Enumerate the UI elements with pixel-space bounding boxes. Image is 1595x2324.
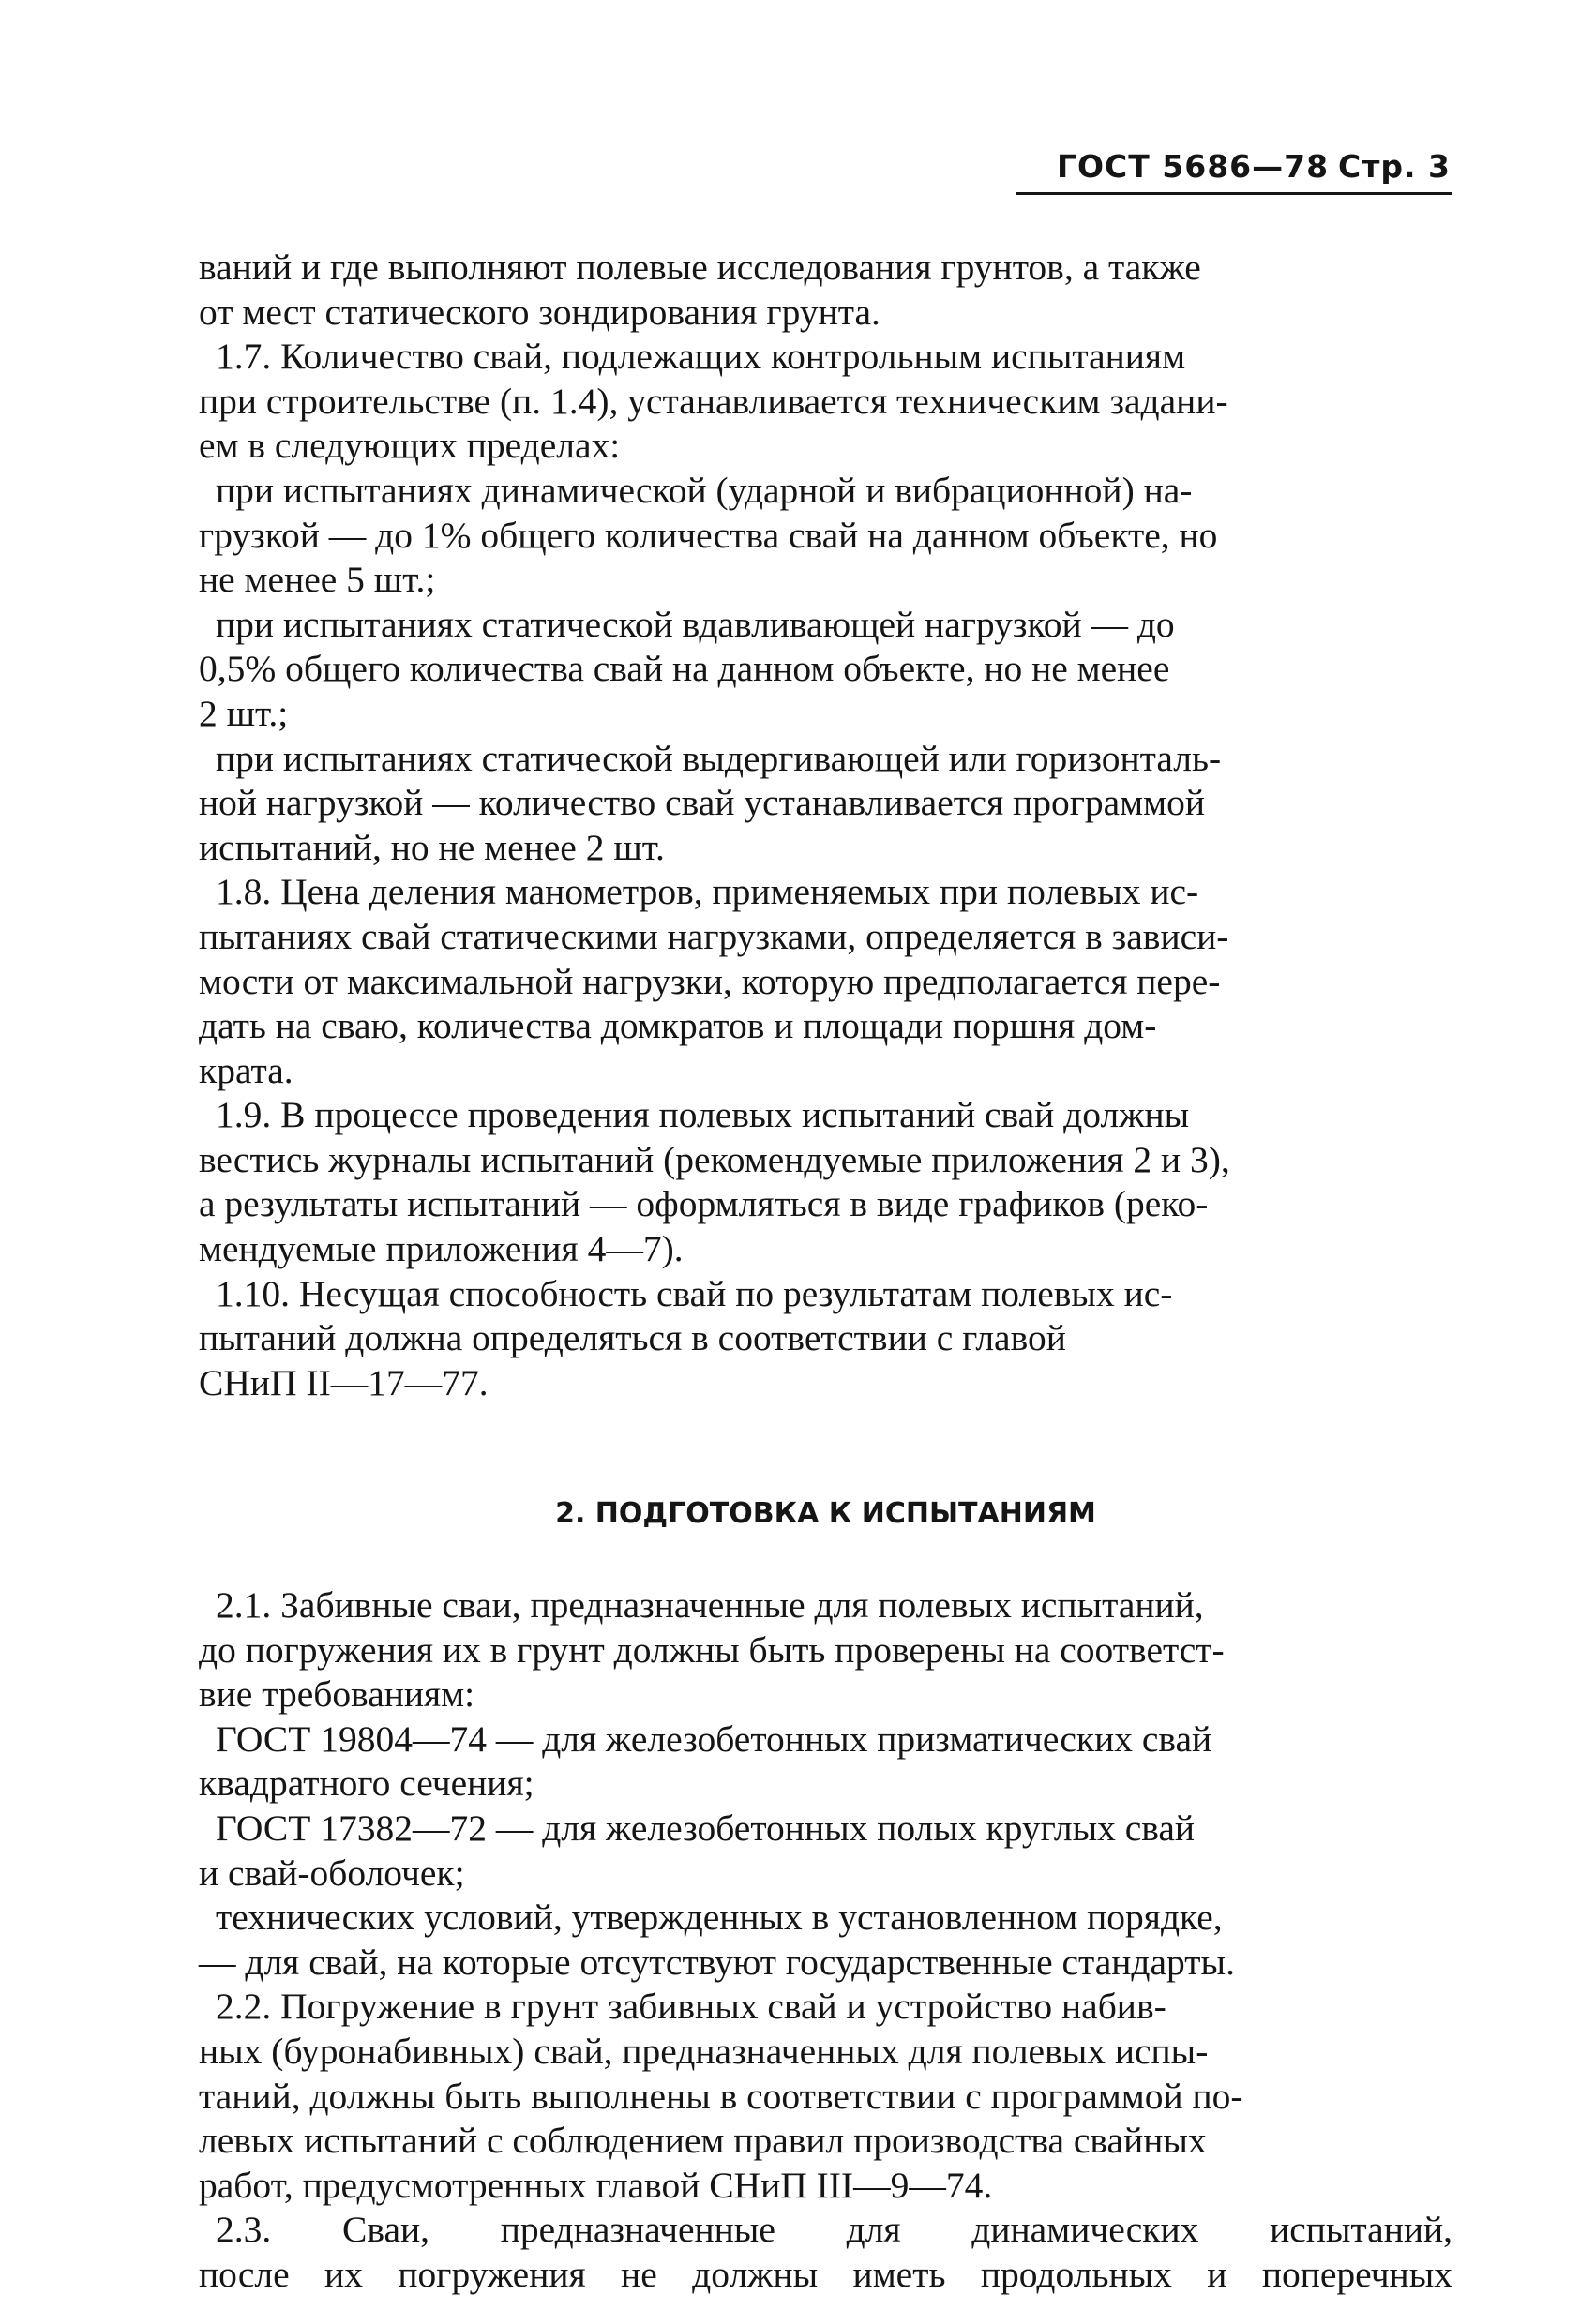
- paragraph-1-8: 1.8. Цена деления манометров, применяемых при полевых ис- пытаниях свай статическими нагрузками, определяется в зависи- мости от максимальной нагрузки, которую предполагается пере- дать на сваю, количества домкратов и площади поршня дом- крата.: [199, 871, 1229, 1091]
- paragraph-2-2: 2.2. Погружение в грунт забивных свай и устройство набив- ных (буронабивных) свай, предназначенных для полевых испы- таний, должны быть выполнены в соответствии с программой по- левых испытаний с соблюдением правил производства свайных работ, предусмотренных главой СНиП III—9—74.: [199, 1986, 1243, 2206]
- paragraph-tech-conditions: технических условий, утвержденных в установленном порядке, — для свай, на которые отсутствуют государственные стандарты.: [199, 1897, 1235, 1983]
- paragraph-2-1: 2.1. Забивные сваи, предназначенные для полевых испытаний, до погружения их в грунт должны быть проверены на соответст- вие требованиям:: [199, 1584, 1225, 1716]
- page-number: Стр. 3: [1338, 148, 1451, 185]
- paragraph-1-9: 1.9. В процессе проведения полевых испытаний свай должны вестись журналы испытаний (рекомендуемые приложения 2 и 3), а результаты испытаний — оформляться в виде графиков (реко- мендуемые приложения 4—7).: [199, 1094, 1230, 1270]
- document-body: [199, 246, 1452, 2298]
- paragraph-static-pull-load: при испытаниях статической выдергивающей или горизонталь- ной нагрузкой — количество свай устанавливается программой испытаний, но не менее 2 шт.: [199, 737, 1222, 868]
- section-title: 2. ПОДГОТОВКА К ИСПЫТАНИЯМ: [555, 1497, 1096, 1531]
- paragraph-continuation: ваний и где выполняют полевые исследования грунтов, а также от мест статического зондирования грунта.: [199, 247, 1201, 333]
- paragraph-2-3: 2.3. Сваи, предназначенные для динамических испытаний, после их погружения не должны иметь продольных и поперечных: [199, 2209, 1452, 2295]
- paragraph-1-7: 1.7. Количество свай, подлежащих контрольным испытаниям при строительстве (п. 1.4), устанавливается техническим задани- ем в следующих пределах:: [199, 336, 1228, 467]
- paragraph-static-press-load: при испытаниях статической вдавливающей нагрузкой — до 0,5% общего количества свай на данном объекте, но не менее 2 шт.;: [199, 603, 1175, 734]
- paragraph-1-10: 1.10. Несущая способность свай по результатам полевых ис- пытаний должна определяться в соответствии с главой СНиП II—17—77.: [199, 1272, 1173, 1403]
- paragraph-gost-17382: ГОСТ 17382—72 — для железобетонных полых круглых свай и свай-оболочек;: [199, 1807, 1196, 1894]
- standard-code: ГОСТ 5686—78: [1056, 148, 1330, 185]
- page-header: [1016, 148, 1452, 195]
- paragraph-dynamic-load: при испытаниях динамической (ударной и вибрационной) на- грузкой — до 1% общего количества свай на данном объекте, но не менее 5 шт.;: [199, 469, 1218, 601]
- paragraph-gost-19804: ГОСТ 19804—74 — для железобетонных призматических свай квадратного сечения;: [199, 1717, 1212, 1805]
